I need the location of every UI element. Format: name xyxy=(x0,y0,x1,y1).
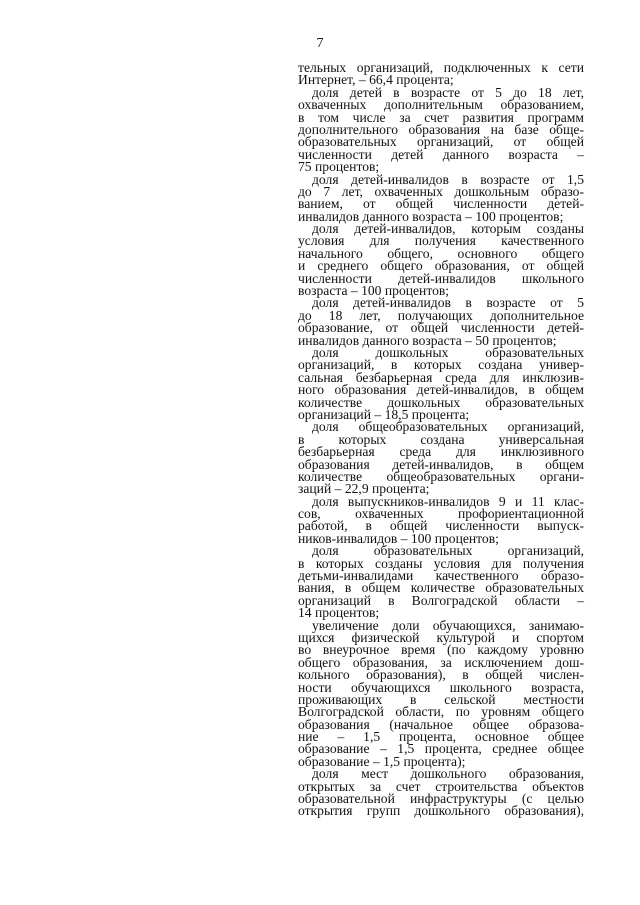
text-line: и среднего общего образования, от общей xyxy=(298,258,584,274)
text-line: до 18 лет, получающих дополнительное xyxy=(298,307,584,323)
text-line: доля детей-инвалидов в возрасте от 5 xyxy=(312,295,584,311)
text-line: возраста – 100 процентов; xyxy=(298,283,450,299)
text-line: Волгоградской области, по уровням общего xyxy=(298,704,584,720)
text-line: дополнительного образования на базе обще- xyxy=(298,121,584,137)
text-line: сов, охваченных профориентационной xyxy=(298,506,584,522)
text-line: Интернет, – 66,4 процента; xyxy=(298,72,454,88)
document-text-column xyxy=(298,62,584,818)
page-number: 7 xyxy=(316,36,324,51)
text-line: безбарьерная среда для инклюзивного xyxy=(298,444,584,460)
text-line: доля выпускников-инвалидов 9 и 11 клас- xyxy=(312,493,584,509)
text-line: образование – 1,5 процента, среднее общее xyxy=(298,741,584,757)
text-line: сальная безбарьерная среда для инклюзив- xyxy=(298,369,584,385)
text-line: ного образования детей-инвалидов, в общем xyxy=(298,382,584,398)
text-line: доля образовательных организаций, xyxy=(312,543,584,559)
text-line: доля мест дошкольного образования, xyxy=(312,766,584,782)
text-line: доля общеобразовательных организаций, xyxy=(312,419,584,435)
text-line: 14 процентов; xyxy=(298,605,380,621)
text-line: доля детей-инвалидов, которым созданы xyxy=(312,221,584,237)
text-line: общего образования, за исключением дош- xyxy=(298,654,584,670)
text-line: условия для получения качественного xyxy=(298,233,584,249)
text-line: детьми-инвалидами качественного образо- xyxy=(298,568,584,584)
text-line: начального общего, основного общего xyxy=(298,245,584,261)
text-line: охваченных дополнительным образованием, xyxy=(298,97,584,113)
text-line: образование, от общей численности детей- xyxy=(298,320,584,336)
text-line: открытия групп дошкольного образования), xyxy=(298,803,584,819)
text-line: количестве общеобразовательных органи- xyxy=(298,468,584,484)
text-line: увеличение доли обучающихся, занимаю- xyxy=(312,617,584,633)
text-line: в которых созданы условия для получения xyxy=(298,555,584,571)
text-line: в которых создана универсальная xyxy=(298,431,584,447)
text-line: тельных организаций, подключенных к сети xyxy=(298,60,584,75)
text-line: доля детей в возрасте от 5 до 18 лет, xyxy=(312,84,584,100)
text-line: численности детей данного возраста – xyxy=(298,146,584,162)
text-line: инвалидов данного возраста – 100 процентов; xyxy=(298,208,564,224)
text-line: организаций, в которых создана универ- xyxy=(298,357,584,373)
text-line: организаций – 18,5 процента; xyxy=(298,406,470,422)
text-line: доля детей-инвалидов в возрасте от 1,5 xyxy=(312,171,584,187)
text-line: в том числе за счет развития программ xyxy=(298,109,584,125)
text-line: вания, в общем количестве образовательных xyxy=(298,580,584,596)
text-line: ние – 1,5 процента, основное общее xyxy=(298,729,584,745)
text-line: заций – 22,9 процента; xyxy=(298,481,430,497)
text-line: до 7 лет, охваченных дошкольным образо- xyxy=(298,183,584,199)
text-line: проживающих в сельской местности xyxy=(298,691,584,707)
text-line: образовательных организаций, от общей xyxy=(298,134,584,150)
text-line: образования (начальное общее образова- xyxy=(298,716,584,732)
text-line: образование – 1,5 процента); xyxy=(298,753,466,769)
text-line: численности детей-инвалидов школьного xyxy=(298,270,584,286)
text-line: кольного образования), в общей числен- xyxy=(298,667,584,683)
text-line: открытых за счет строительства объектов xyxy=(298,778,584,794)
text-line: инвалидов данного возраста – 50 процентов; xyxy=(298,332,557,348)
text-line: ности обучающихся школьного возраста, xyxy=(298,679,584,695)
text-line: количестве дошкольных образовательных xyxy=(298,394,584,410)
text-line: образовательной инфраструктуры (с целью xyxy=(298,791,584,807)
text-line: доля дошкольных образовательных xyxy=(312,344,584,360)
text-line: во внеурочное время (по каждому уровню xyxy=(298,642,584,658)
text-line: организаций в Волгоградской области – xyxy=(298,592,584,608)
text-line: ников-инвалидов – 100 процентов; xyxy=(298,530,499,546)
text-line: ванием, от общей численности детей- xyxy=(298,196,584,212)
text-line: образования детей-инвалидов, в общем xyxy=(298,456,584,472)
text-line: щихся физической культурой и спортом xyxy=(298,629,584,645)
text-line: работой, в общей численности выпуск- xyxy=(298,518,584,534)
text-line: 75 процентов; xyxy=(298,159,380,175)
